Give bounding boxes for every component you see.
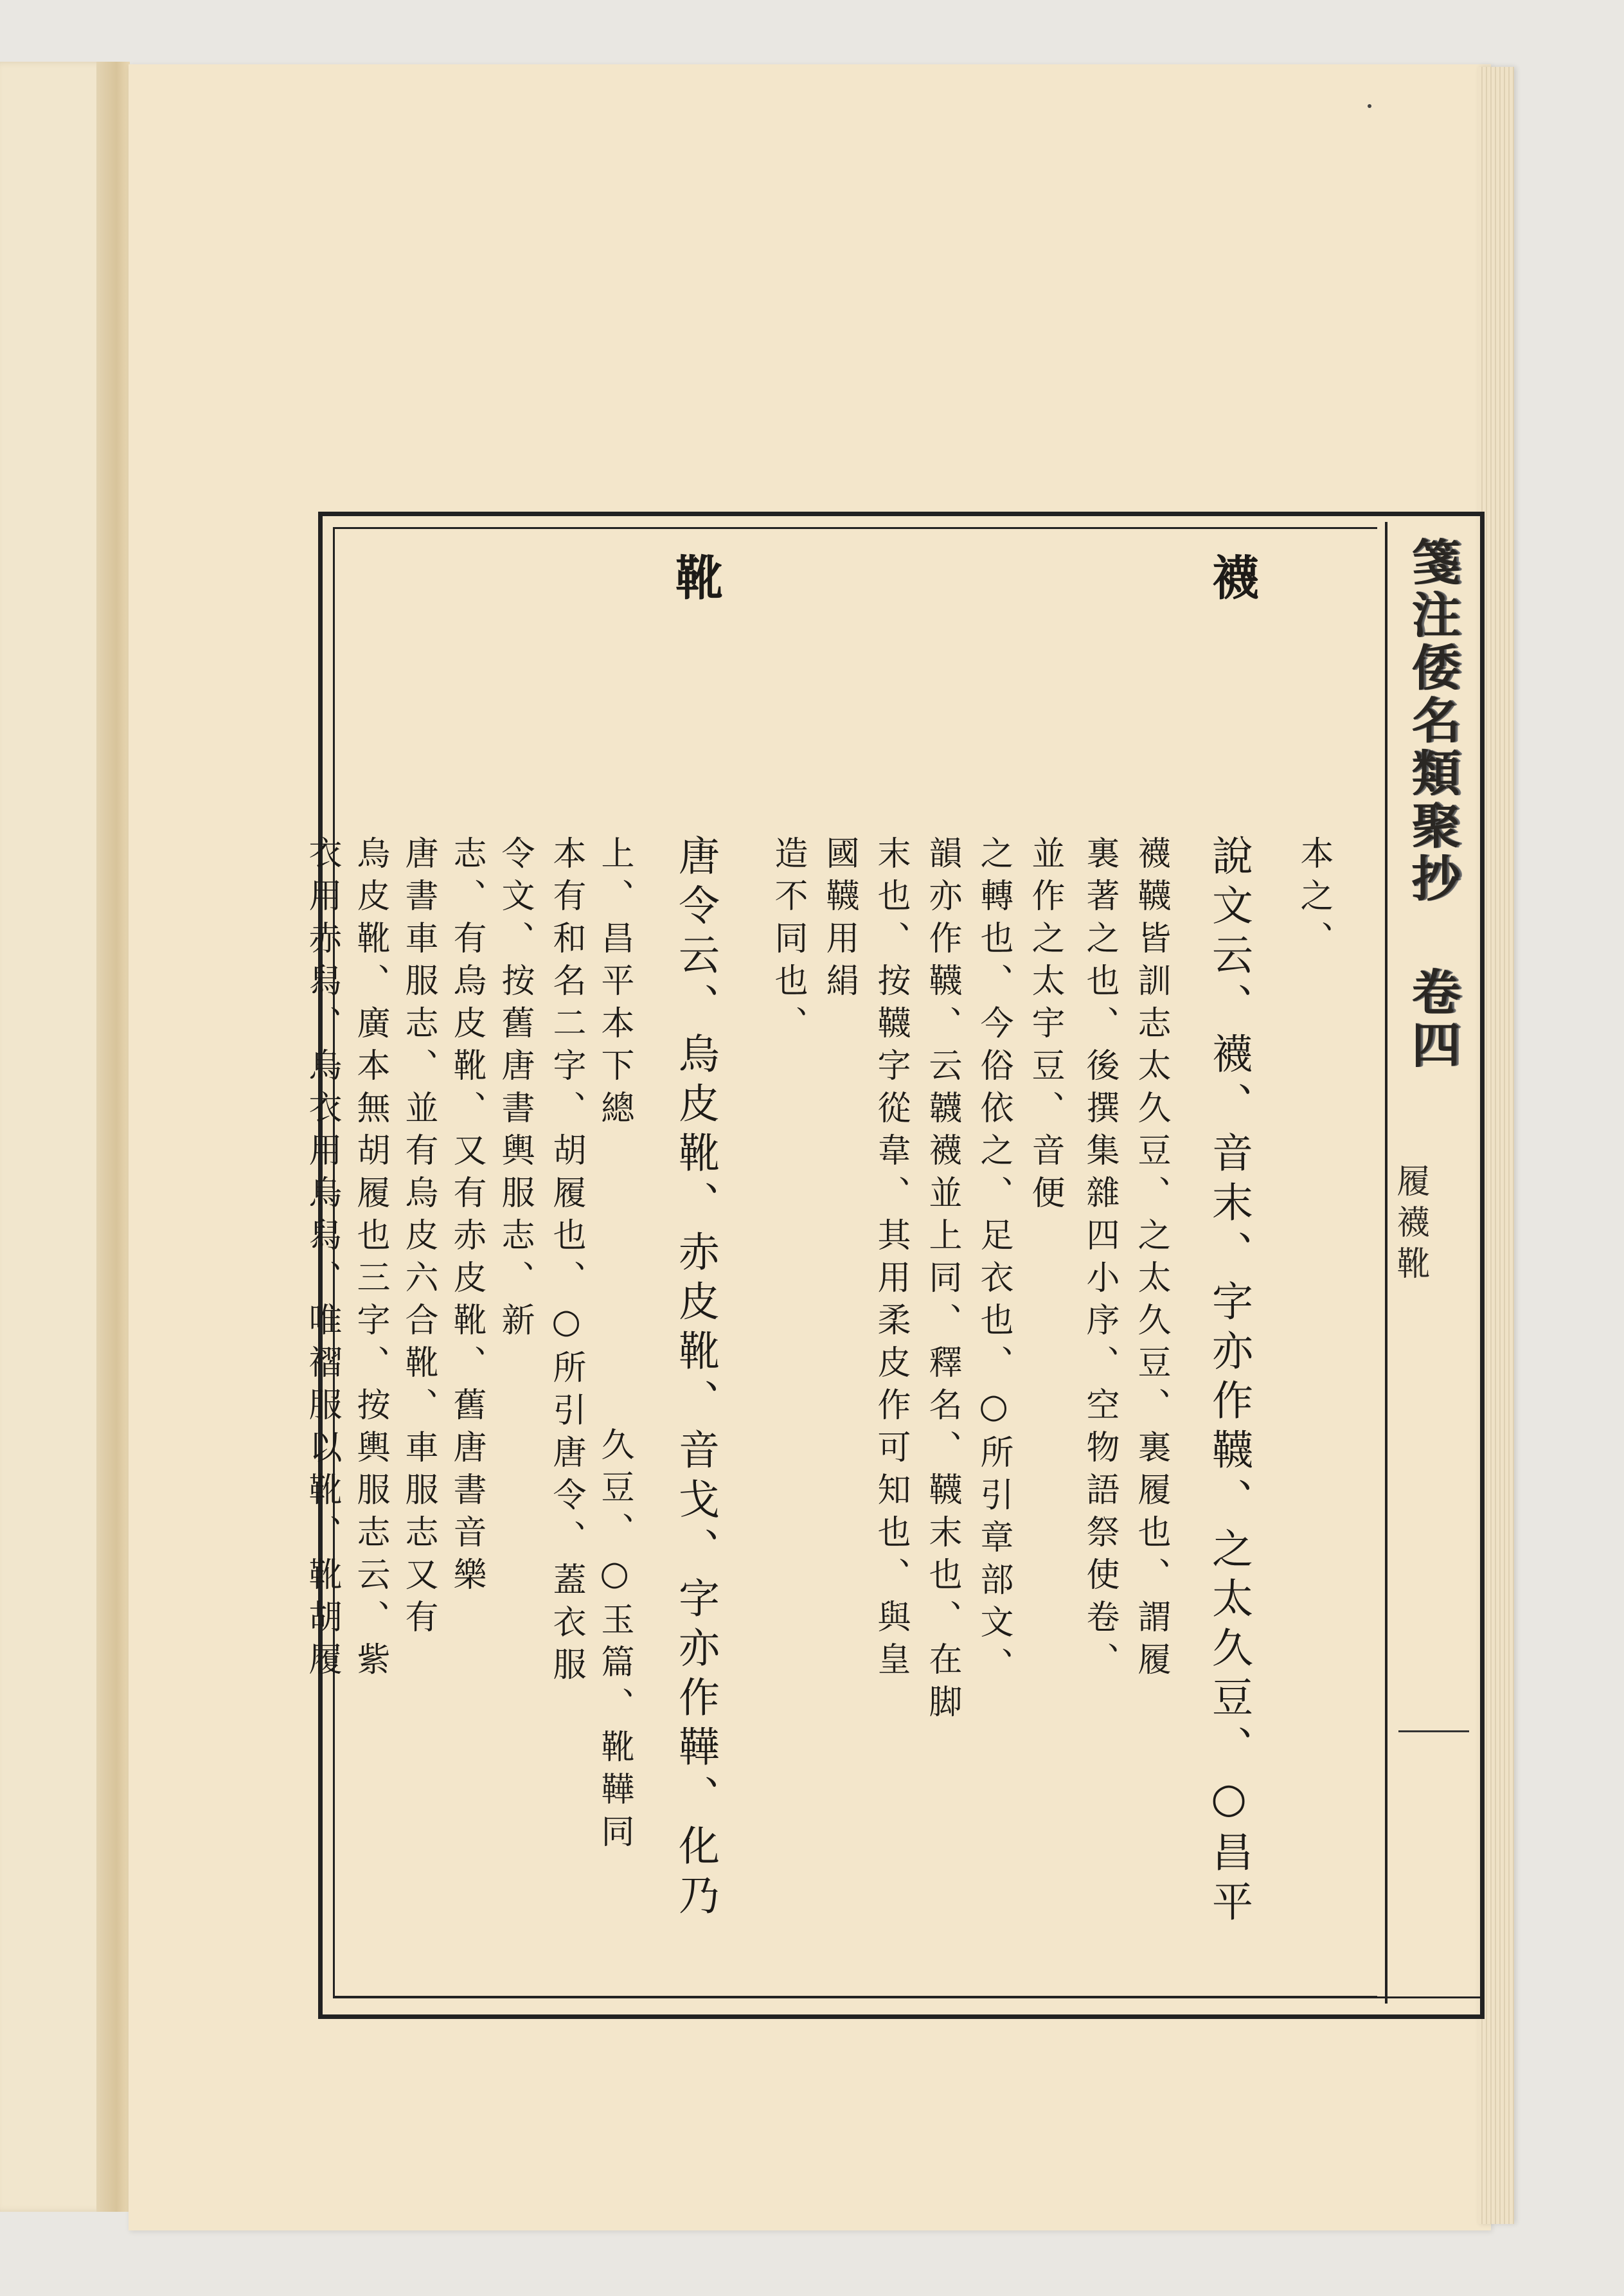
text-column: 令文、按舊唐書輿服志、新 (495, 836, 534, 1345)
book-title: 箋注倭名類聚抄 卷四 (1404, 537, 1461, 1072)
left-page (0, 62, 112, 2212)
text-column: 國韈用絹 (820, 836, 859, 1005)
text-column: 唐令云、烏皮靴、赤皮靴、音戈、字亦作鞾、化乃 (672, 834, 719, 1923)
book-gutter (96, 62, 130, 2212)
text-column: 裏著之也、後撰集雜四小序、空物語祭使卷、 (1080, 836, 1119, 1684)
text-column: 上、昌平本下總 (595, 836, 634, 1133)
headword-boots: 靴 (668, 553, 723, 605)
page-speck (1368, 104, 1371, 108)
section-label: 履襪靴 (1391, 1163, 1429, 1287)
text-column: 本有和名二字、胡履也、○所引唐令、蓋衣服 (547, 836, 585, 1689)
text-column: 本之、 (1294, 836, 1333, 963)
text-column: 襪韈皆訓志太久豆、之太久豆、裏履也、謂履 (1132, 836, 1170, 1684)
text-column: 韻亦作韈、云韤襪並上同、釋名、韈末也、在脚 (923, 836, 961, 1726)
text-column: 並作之太宇豆、音便 (1026, 836, 1064, 1217)
text-column: 久豆、○玉篇、靴鞾同 (595, 1427, 634, 1856)
text-column: 之轉也、今俗依之、足衣也、○所引章部文、 (974, 836, 1013, 1689)
margin-column-rule (1385, 522, 1388, 2004)
text-column: 說文云、襪、音末、字亦作韈、之太久豆、○昌平 (1205, 834, 1253, 1930)
text-column: 衣用赤舄、烏衣用烏舄、唯褶服以靴、靴胡履 (303, 836, 341, 1684)
text-frame-bottom-rule (333, 1996, 1483, 1998)
text-column: 造不同也、 (769, 836, 807, 1048)
text-column: 末也、按韈字從韋、其用柔皮作可知也、與皇 (871, 836, 910, 1684)
text-column: 志、有烏皮靴、又有赤皮靴、舊唐書音樂 (447, 836, 486, 1599)
text-column: 唐書車服志、並有烏皮六合靴、車服志又有 (399, 836, 438, 1642)
text-column: 烏皮靴、廣本無胡履也三字、按輿服志云、紫 (351, 836, 389, 1684)
headword-socks: 襪 (1204, 553, 1260, 605)
margin-fold-mark (1398, 1730, 1469, 1732)
